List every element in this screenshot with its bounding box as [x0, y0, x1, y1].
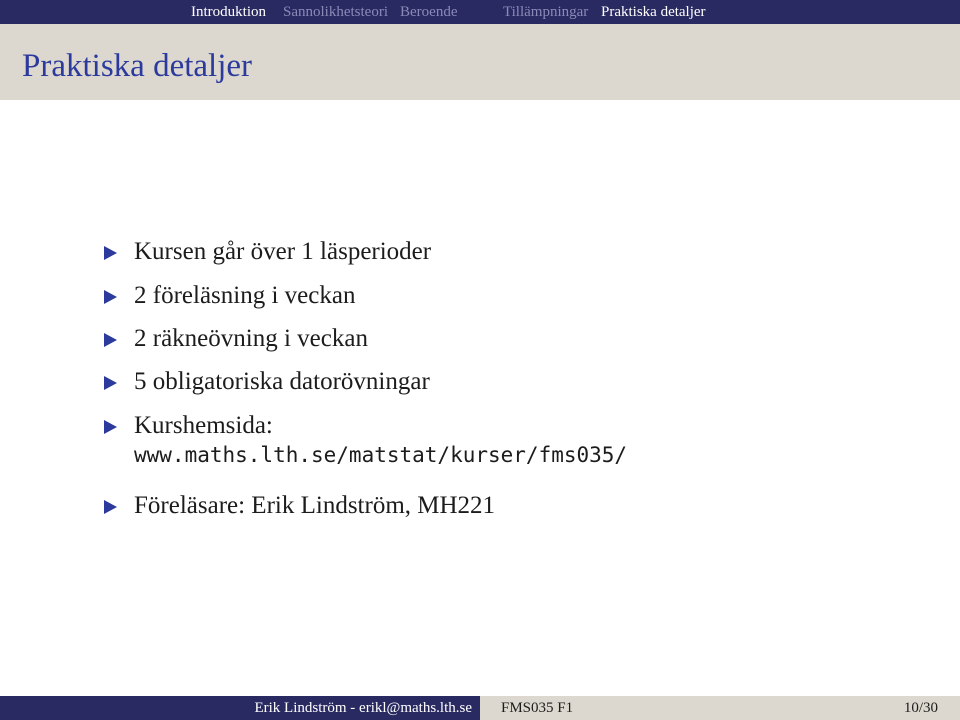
footer	[0, 696, 960, 720]
nav-item-sannolikhetsteori[interactable]: Sannolikhetsteori	[283, 4, 388, 20]
bullet-text: Kursen går över 1 läsperioder	[134, 238, 432, 265]
nav-item-introduktion[interactable]: Introduktion	[191, 4, 266, 20]
footer-author-box	[0, 696, 480, 720]
footer-course-box	[480, 696, 960, 720]
triangle-bullet-icon	[104, 290, 117, 304]
slide-title: Praktiska detaljer	[22, 48, 253, 84]
nav-item-beroende[interactable]: Beroende	[400, 4, 458, 20]
section-navigation-bar	[0, 0, 960, 24]
footer-course: FMS035 F1	[501, 700, 574, 716]
triangle-bullet-icon	[104, 333, 117, 347]
triangle-bullet-icon	[104, 420, 117, 434]
triangle-bullet-icon	[104, 246, 117, 260]
bullet-text: 5 obligatoriska datorövningar	[134, 368, 430, 395]
bullet-text: 2 föreläsning i veckan	[134, 282, 356, 309]
nav-item-tillampningar[interactable]: Tillämpningar	[503, 4, 589, 20]
bullet-text: 2 räkneövning i veckan	[134, 325, 368, 352]
course-homepage-link[interactable]: www.maths.lth.se/matstat/kurser/fms035/	[134, 443, 628, 467]
bullet-text: Föreläsare: Erik Lindström, MH221	[134, 492, 496, 519]
footer-author: Erik Lindström - erikl@maths.lth.se	[254, 700, 472, 716]
bullet-text: Kurshemsida:	[134, 412, 273, 439]
triangle-bullet-icon	[104, 500, 117, 514]
nav-item-praktiska-detaljer[interactable]: Praktiska detaljer	[601, 4, 706, 20]
page-number: 10/30	[903, 700, 938, 716]
triangle-bullet-icon	[104, 376, 117, 390]
